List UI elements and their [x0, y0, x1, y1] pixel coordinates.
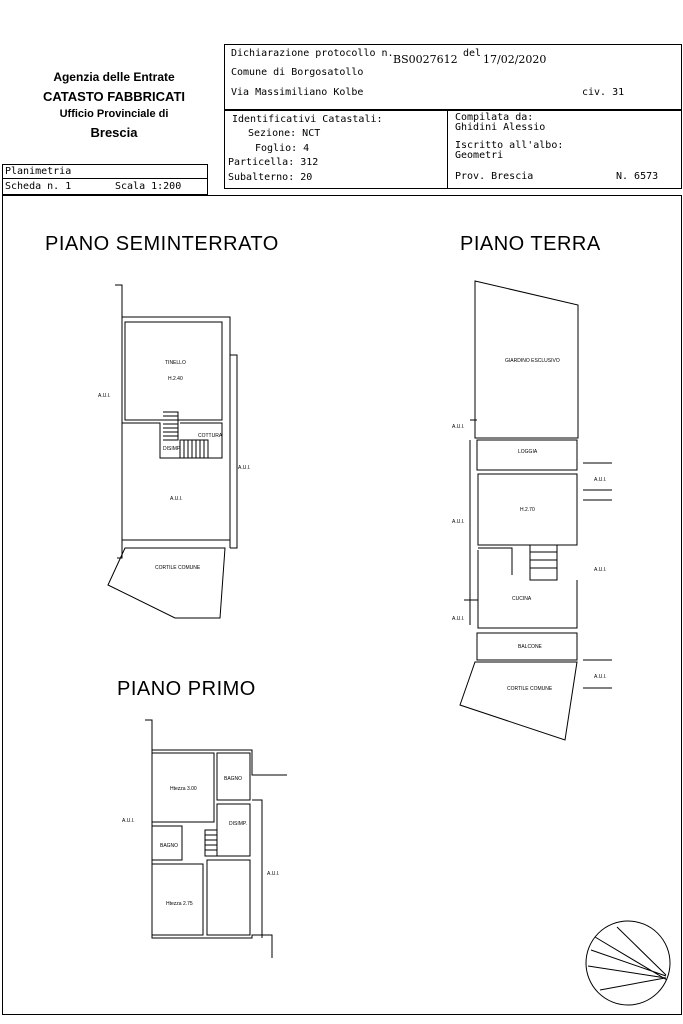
subalterno-label: Subalterno: 20	[228, 172, 313, 183]
label-aui: A.U.I.	[452, 424, 465, 430]
label-aui: A.U.I.	[594, 477, 607, 483]
courtyard	[108, 548, 225, 618]
protocol-number: BS0027612	[393, 53, 458, 66]
label-balcone: BALCONE	[518, 644, 542, 650]
label-aui: A.U.I.	[98, 393, 111, 399]
wall	[152, 750, 272, 958]
label-bedroom: Htezza 3.00	[170, 786, 197, 792]
agency-name: Agenzia delle Entrate	[53, 70, 175, 84]
label-aui: A.U.I.	[594, 567, 607, 573]
sezione-label: Sezione: NCT	[248, 128, 321, 139]
identificativi-label: Identificativi Catastali:	[232, 114, 383, 125]
plan-terra	[452, 281, 612, 740]
label-aui: A.U.I.	[170, 496, 183, 502]
label-aui: A.U.I.	[238, 465, 251, 471]
wall	[252, 800, 262, 938]
title-seminterrato: PIANO SEMINTERRATO	[45, 233, 279, 255]
label-cottura: COTTURA	[198, 433, 223, 439]
label-bedroom: Htezza 2.75	[166, 901, 193, 907]
label-aui: A.U.I.	[452, 616, 465, 622]
room-disimp	[217, 804, 250, 856]
compass-icon	[586, 921, 670, 1005]
room-bedroom-2	[152, 864, 203, 935]
room-cucina	[478, 550, 577, 628]
label-giardino: GIARDINO ESCLUSIVO	[505, 358, 560, 364]
sheet-type: Planimetria	[5, 166, 72, 177]
label-disimp: DISIMP.	[229, 821, 247, 827]
courtyard	[460, 662, 577, 740]
wall	[115, 285, 122, 558]
plan-primo	[122, 720, 287, 958]
label-aui: A.U.I.	[122, 818, 135, 824]
catasto-title: CATASTO FABBRICATI	[42, 89, 186, 104]
label-bagno: BAGNO	[160, 843, 179, 849]
label-cortile: CORTILE COMUNE	[155, 565, 201, 571]
iscritto-value: Geometri	[455, 150, 504, 161]
label-disimp: DISIMP.	[163, 446, 181, 452]
comune-label: Comune di Borgosatollo	[231, 67, 364, 78]
door-marks	[155, 317, 205, 420]
stairs	[205, 830, 217, 856]
label-bagno: BAGNO	[224, 776, 243, 782]
civ-label: civ. 31	[582, 87, 625, 98]
neighbour-walls	[583, 463, 612, 688]
n-label: N. 6573	[616, 171, 659, 182]
title-terra: PIANO TERRA	[460, 233, 601, 255]
label-aui: A.U.I.	[267, 871, 280, 877]
neighbour-walls	[464, 420, 478, 625]
office-label: Ufficio Provinciale di	[59, 108, 169, 120]
protocol-label: Dichiarazione protocollo n.	[231, 48, 394, 59]
title-primo: PIANO PRIMO	[117, 678, 256, 700]
sheet-scala: Scala 1:200	[115, 181, 182, 192]
compilata-name: Ghidini Alessio	[455, 122, 546, 133]
label-cortile: CORTILE COMUNE	[507, 686, 553, 692]
stairs-2	[180, 440, 208, 458]
compilata-label: Compilata da:	[455, 112, 534, 123]
label-aui: A.U.I.	[452, 519, 465, 525]
label-loggia: LOGGIA	[518, 449, 538, 455]
room-tinello	[125, 322, 222, 420]
label-height: H.2.70	[520, 507, 535, 513]
date-label: del	[463, 48, 482, 59]
label-height: H.2.40	[168, 376, 183, 382]
protocol-date: 17/02/2020	[483, 53, 547, 66]
office-city: Brescia	[90, 125, 138, 140]
plan-seminterrato	[98, 285, 251, 618]
wall	[478, 548, 512, 575]
wall	[145, 720, 287, 775]
particella-label: Particella: 312	[228, 157, 319, 168]
via-label: Via Massimiliano Kolbe	[231, 87, 364, 98]
compass-rays	[588, 927, 667, 990]
sheet-scheda: Scheda n. 1	[5, 181, 72, 192]
prov-label: Prov. Brescia	[455, 171, 534, 182]
wall	[230, 355, 237, 548]
stairs	[530, 545, 557, 580]
label-cucina: CUCINA	[512, 596, 532, 602]
label-aui: A.U.I.	[594, 674, 607, 680]
label-tinello: TINELLO	[165, 360, 186, 366]
room-loggia	[477, 440, 577, 470]
room-3	[207, 860, 250, 935]
stair-steps	[163, 416, 178, 436]
iscritto-label: Iscritto all'albo:	[455, 140, 564, 151]
foglio-label: Foglio: 4	[255, 143, 310, 154]
